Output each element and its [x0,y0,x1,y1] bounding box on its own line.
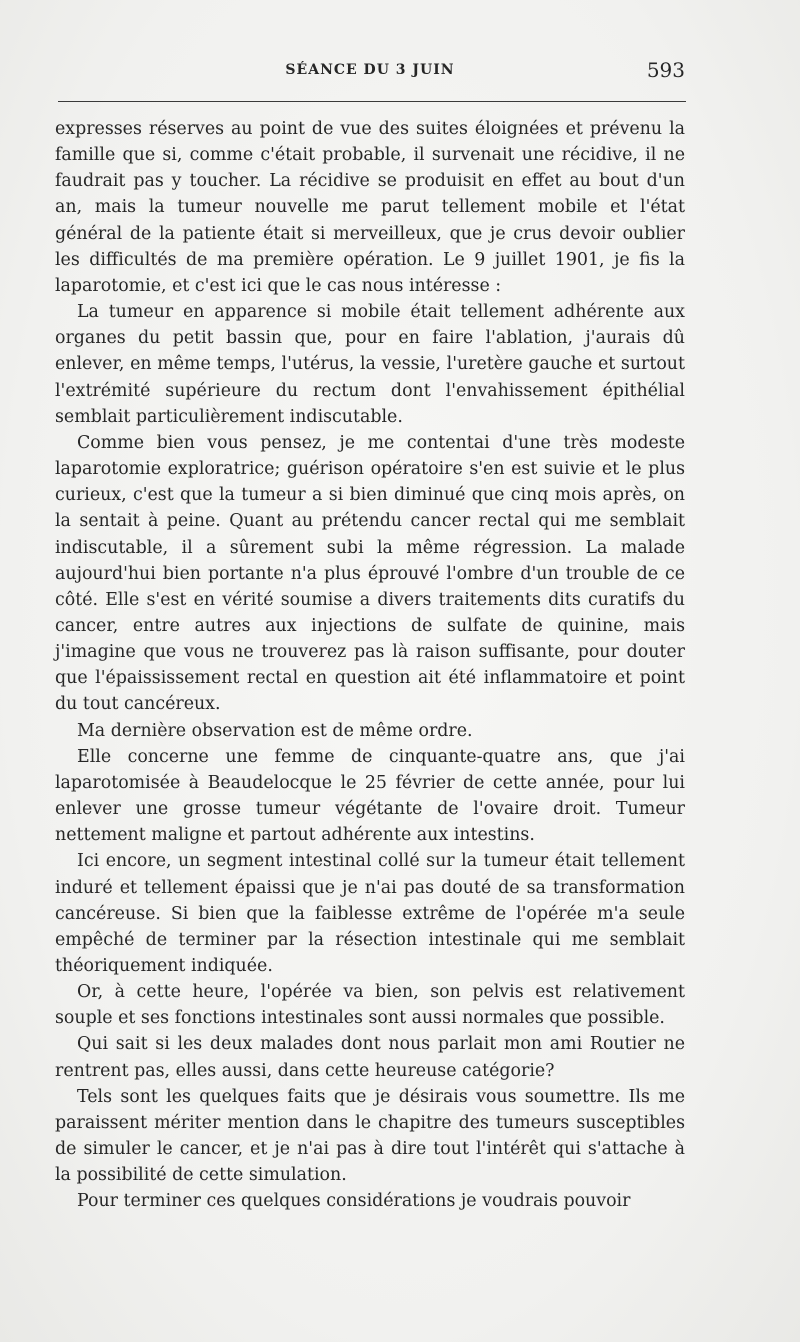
paragraph-10: Pour terminer ces quelques considérations je voudrais pouvoir [77,1191,631,1212]
paragraph-1: expresses réserves au point de vue des suites éloignées et prévenu la famille que si, comme c'était probable, il survenait une récidive, il ne faudrait pas y toucher. La récidive se produisit en effet au bout d'un an, mais la tumeur nouvelle me parut tellement mobile et l'état général de la patiente était si merveilleux, que je crus devoir oublier les difficultés de ma première opération. Le 9 juillet 1901, je fis la laparotomie, et c'est ici que le cas nous intéresse : [55,119,685,296]
paragraph-6: Ici encore, un segment intestinal collé sur la tumeur était tellement induré et tellement épaissi que je n'ai pas douté de sa transformation cancéreuse. Si bien que la faiblesse extrême de l'opérée m'a seule empêché de terminer par la résection intestinale qui me semblait théoriquement indiquée. [55,851,685,976]
running-head: SÉANCE DU 3 JUIN [285,62,455,78]
page-number: 593 [646,58,685,82]
paragraph-3: Comme bien vous pensez, je me contentai d'une très modeste laparotomie exploratrice; guérison opératoire s'en est suivie et le plus curieux, c'est que la tumeur a si bien diminué que cinq mois après, on la sentait à peine. Quant au prétendu cancer rectal qui me semblait indiscutable, il a sûrement subi la même régression. La malade aujourd'hui bien portante n'a plus éprouvé l'ombre d'un trouble de ce côté. Elle s'est en vérité soumise a divers traitements dits curatifs du cancer, entre autres aux injections de sulfate de quinine, mais j'imagine que vous ne trouverez pas là raison suffisante, pour douter que l'épaississement rectal en question ait été inflammatoire et point du tout cancéreux. [55,432,685,715]
paragraph-5: Elle concerne une femme de cinquante-quatre ans, que j'ai laparotomisée à Beaudelocque le 25 février de cette année, pour lui enlever une grosse tumeur végétante de l'ovaire droit. Tumeur nettement maligne et partout adhérente aux intestins. [55,746,685,846]
paragraph-9: Tels sont les quelques faits que je désirais vous soumettre. Ils me paraissent mériter mention dans le chapitre des tumeurs susceptibles de simuler le cancer, et je n'ai pas à dire tout l'intérêt qui s'attache à la possibilité de cette simulation. [55,1086,685,1186]
paragraph-4: Ma dernière observation est de même ordre. [77,720,473,741]
paragraph-2: La tumeur en apparence si mobile était tellement adhérente aux organes du petit bassin que, pour en faire l'ablation, j'aurais dû enlever, en même temps, l'utérus, la vessie, l'uretère gauche et surtout l'extrémité supérieure du rectum dont l'envahissement épithélial semblait particulièrement indiscutable. [55,302,685,427]
page-header [55,58,685,88]
header-rule [58,101,686,102]
paragraph-8: Qui sait si les deux malades dont nous parlait mon ami Routier ne rentrent pas, elles aussi, dans cette heureuse catégorie? [55,1034,685,1081]
body-text [55,116,685,1215]
paragraph-7: Or, à cette heure, l'opérée va bien, son pelvis est relativement souple et ses fonctions intestinales sont aussi normales que possible. [55,982,685,1029]
